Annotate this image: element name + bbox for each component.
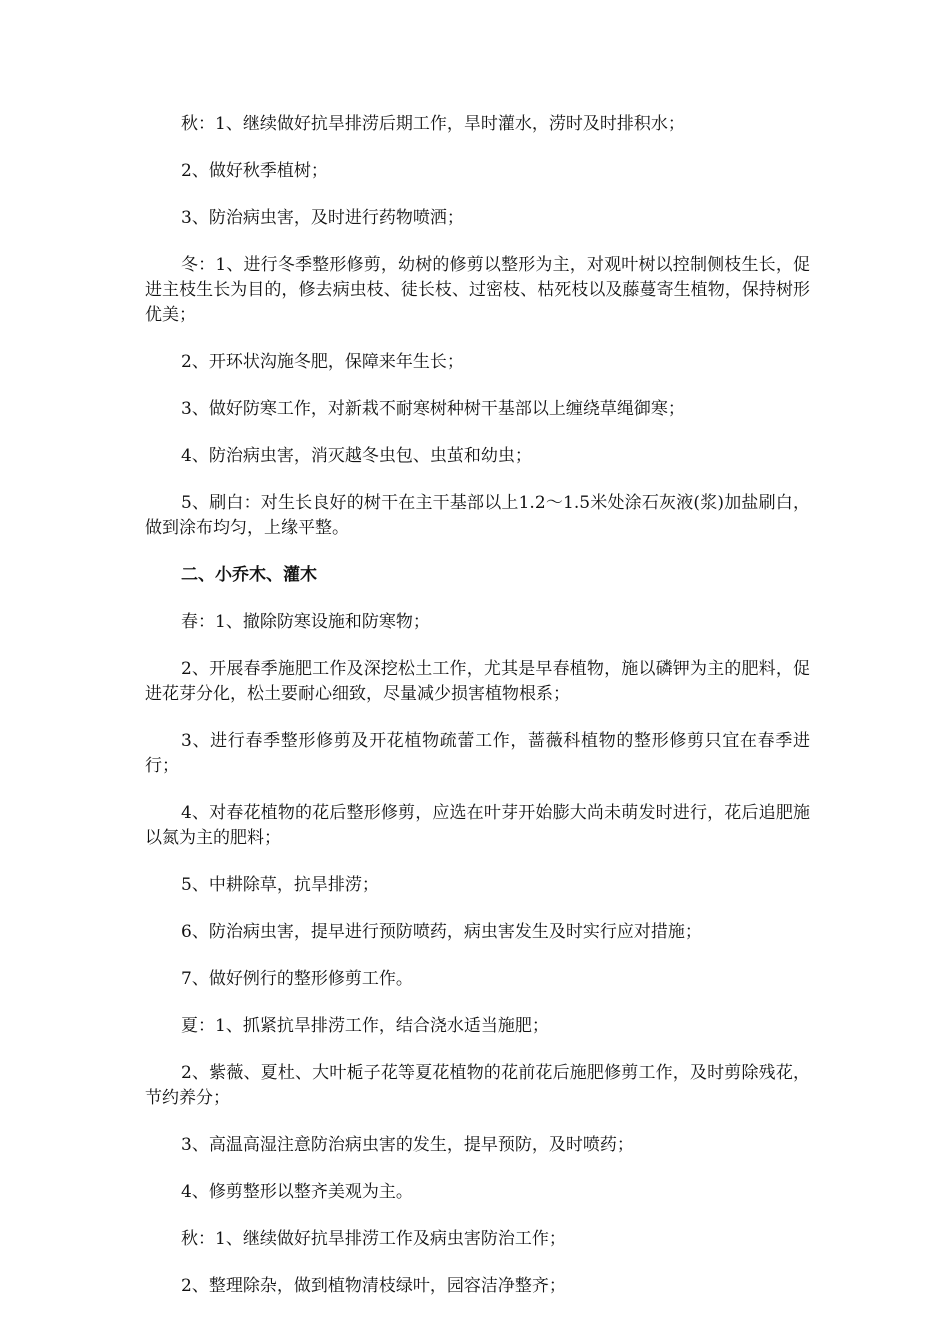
- paragraph-spring-flower-pruning: 4、对春花植物的花后整形修剪，应选在叶芽开始膨大尚未萌发时进行，花后追肥施以氮为主的肥料；: [145, 803, 810, 848]
- paragraph-autumn2-cleanup: 2、整理除杂，做到植物清枝绿叶，园容洁净整齐；: [181, 1276, 566, 1296]
- paragraph-winter-fertilizer: 2、开环状沟施冬肥，保障来年生长；: [181, 352, 464, 372]
- paragraph-summer-flower-care: 2、紫薇、夏杜、大叶栀子花等夏花植物的花前花后施肥修剪工作，及时剪除残花，节约养分；: [145, 1063, 810, 1108]
- paragraph-spring-routine-pruning: 7、做好例行的整形修剪工作。: [181, 969, 413, 989]
- paragraph-winter-whitewash: 5、刷白：对生长良好的树干在主干基部以上1.2～1.5米处涂石灰液(浆)加盐刷白，做到涂布均匀，上缘平整。: [145, 493, 810, 538]
- paragraph-autumn-pest: 3、防治病虫害，及时进行药物喷洒；: [181, 208, 464, 228]
- paragraph-summer-drought: 夏：1、抓紧抗旱排涝工作，结合浇水适当施肥；: [181, 1016, 549, 1036]
- document-page: [145, 112, 810, 1321]
- paragraph-autumn-drought: 秋：1、继续做好抗旱排涝后期工作，旱时灌水，涝时及时排积水；: [181, 114, 685, 134]
- paragraph-spring-remove-protection: 春：1、撤除防寒设施和防寒物；: [181, 612, 430, 632]
- paragraph-autumn-planting: 2、做好秋季植树；: [181, 161, 328, 181]
- paragraph-autumn2-drought-pest: 秋：1、继续做好抗旱排涝工作及病虫害防治工作；: [181, 1229, 566, 1249]
- section-heading-shrubs: 二、小乔木、灌木: [181, 565, 317, 585]
- paragraph-summer-shaping: 4、修剪整形以整齐美观为主。: [181, 1182, 413, 1202]
- paragraph-spring-fertilizer: 2、开展春季施肥工作及深挖松土工作，尤其是早春植物，施以磷钾为主的肥料，促进花芽分化，松土要耐心细致，尽量减少损害植物根系；: [145, 659, 810, 704]
- paragraph-spring-pest: 6、防治病虫害，提早进行预防喷药，病虫害发生及时实行应对措施；: [181, 922, 702, 942]
- paragraph-winter-pruning: 冬：1、进行冬季整形修剪，幼树的修剪以整形为主，对观叶树以控制侧枝生长，促进主枝生长为目的，修去病虫枝、徒长枝、过密枝、枯死枝以及藤蔓寄生植物，保持树形优美；: [145, 255, 810, 325]
- paragraph-summer-pest: 3、高温高湿注意防治病虫害的发生，提早预防，及时喷药；: [181, 1135, 634, 1155]
- paragraph-spring-pruning: 3、进行春季整形修剪及开花植物疏蕾工作，蔷薇科植物的整形修剪只宜在春季进行；: [145, 731, 810, 776]
- paragraph-winter-pest: 4、防治病虫害，消灭越冬虫包、虫茧和幼虫；: [181, 446, 532, 466]
- paragraph-spring-weeding: 5、中耕除草，抗旱排涝；: [181, 875, 379, 895]
- paragraph-winter-cold-protection: 3、做好防寒工作，对新栽不耐寒树种树干基部以上缠绕草绳御寒；: [181, 399, 685, 419]
